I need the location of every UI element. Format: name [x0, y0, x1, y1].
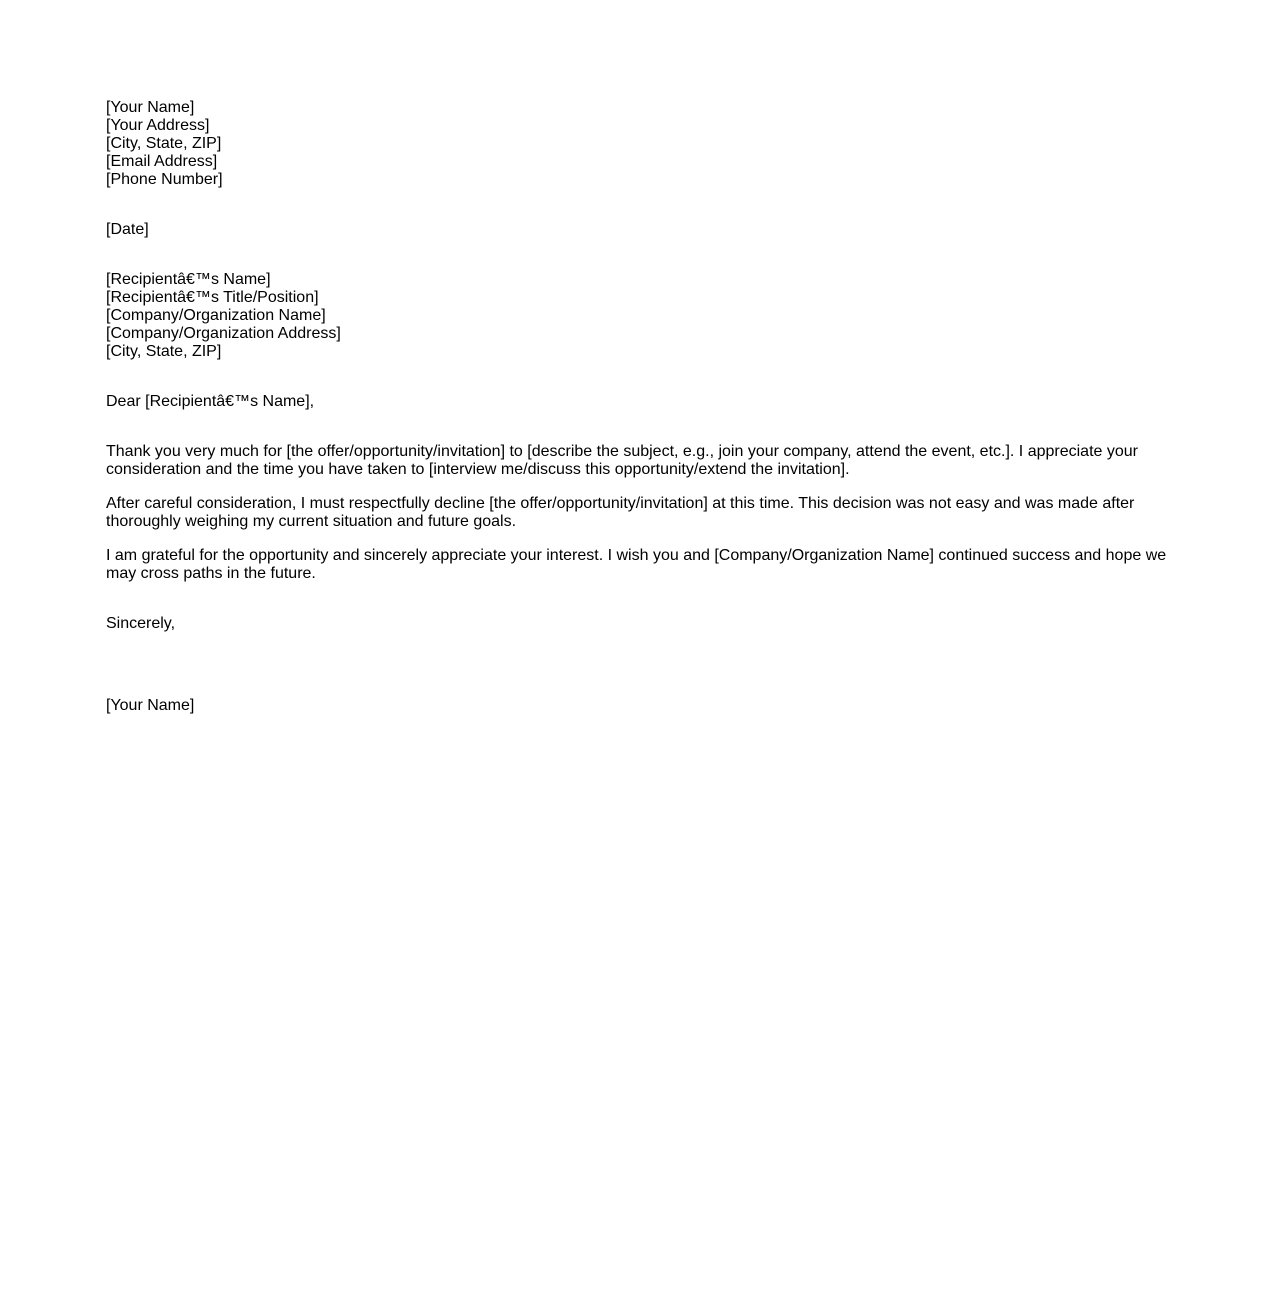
sender-address: [Your Address] — [106, 117, 210, 134]
sender-address-block — [106, 99, 1176, 189]
salutation: Dear [Recipientâ€™s Name], — [106, 393, 315, 410]
salutation-block — [106, 393, 1176, 411]
spacer — [106, 583, 1176, 615]
recipient-company-address: [Company/Organization Address] — [106, 325, 341, 342]
signature-block — [106, 697, 1176, 715]
body-paragraph-2: After careful consideration, I must respectfully decline [the offer/opportunity/invitation] at this time. This decision was not easy and was made after thoroughly weighing my current situation and future goals. — [106, 495, 1135, 530]
letter-date: [Date] — [106, 221, 149, 238]
recipient-title: [Recipientâ€™s Title/Position] — [106, 289, 319, 306]
sender-email: [Email Address] — [106, 153, 218, 170]
body-paragraph-1: Thank you very much for [the offer/opportunity/invitation] to [describe the subject, e.g., join your company, attend the event, etc.]. I appreciate your consideration and the time you have taken to [interview me/discuss this opportunity/extend the invitation]. — [106, 443, 1138, 478]
spacer — [106, 189, 1176, 221]
recipient-company-name: [Company/Organization Name] — [106, 307, 326, 324]
closing-block — [106, 615, 1176, 633]
recipient-city-state-zip: [City, State, ZIP] — [106, 343, 222, 360]
signature-space — [106, 633, 1176, 697]
spacer — [106, 411, 1176, 443]
signature-name: [Your Name] — [106, 697, 195, 714]
body-paragraph-3: I am grateful for the opportunity and sincerely appreciate your interest. I wish you and [Company/Organization Name] continued success and hope we may cross paths in the future. — [106, 547, 1167, 582]
spacer — [106, 239, 1176, 271]
recipient-name: [Recipientâ€™s Name] — [106, 271, 271, 288]
letter-body — [106, 443, 1176, 583]
letter-document — [106, 99, 1176, 715]
sender-phone: [Phone Number] — [106, 171, 223, 188]
sender-city-state-zip: [City, State, ZIP] — [106, 135, 222, 152]
closing: Sincerely, — [106, 615, 176, 632]
spacer — [106, 361, 1176, 393]
recipient-address-block — [106, 271, 1176, 361]
sender-name: [Your Name] — [106, 99, 195, 116]
date-block — [106, 221, 1176, 239]
